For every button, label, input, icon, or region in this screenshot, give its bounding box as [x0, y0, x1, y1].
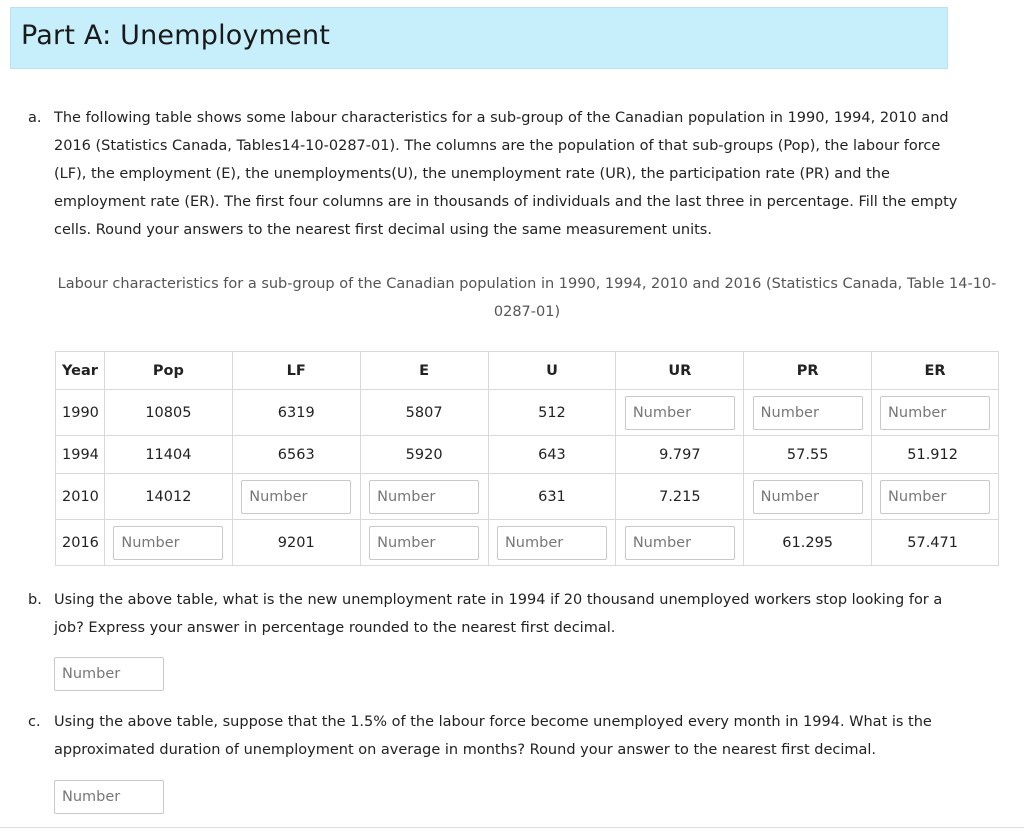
cell-lf: 6319 [232, 390, 360, 436]
header-ur: UR [616, 352, 744, 390]
answer-b-input[interactable] [54, 657, 164, 691]
cell-e: 5807 [360, 390, 488, 436]
table-header-row [56, 352, 999, 390]
cell-er: 57.471 [872, 520, 999, 566]
question-b-letter: b. [28, 592, 42, 608]
part-header [10, 7, 948, 69]
question-c [28, 708, 958, 764]
page-title: Part A: Unemployment [21, 20, 331, 51]
cell-u: 512 [488, 390, 616, 436]
u-2016-input[interactable] [497, 526, 607, 560]
cell-pr: 57.55 [744, 436, 872, 474]
lf-2010-input[interactable] [241, 480, 351, 514]
cell-lf: 6563 [232, 436, 360, 474]
cell-er [872, 390, 999, 436]
cell-lf: 9201 [232, 520, 360, 566]
cell-u: 643 [488, 436, 616, 474]
cell-ur [616, 390, 744, 436]
cell-pop: 10805 [104, 390, 232, 436]
ur-1990-input[interactable] [625, 396, 735, 430]
labour-table [55, 351, 999, 566]
cell-pop: 11404 [104, 436, 232, 474]
cell-u [488, 520, 616, 566]
header-year: Year [56, 352, 105, 390]
pr-1990-input[interactable] [753, 396, 863, 430]
header-pr: PR [744, 352, 872, 390]
cell-e [360, 520, 488, 566]
question-c-text: Using the above table, suppose that the 1.5% of the labour force become unemployed every month in 1994. What is the approximated duration of unemployment on average in months? Round your answer to the nearest first decimal. [54, 714, 932, 758]
bottom-divider [0, 827, 1024, 828]
cell-year: 2010 [56, 474, 105, 520]
cell-ur: 7.215 [616, 474, 744, 520]
table-row-2010 [56, 474, 999, 520]
cell-u: 631 [488, 474, 616, 520]
table-row-1990 [56, 390, 999, 436]
cell-ur: 9.797 [616, 436, 744, 474]
er-1990-input[interactable] [880, 396, 990, 430]
table-row-2016 [56, 520, 999, 566]
table-row-1994 [56, 436, 999, 474]
answer-c-input[interactable] [54, 780, 164, 814]
pr-2010-input[interactable] [753, 480, 863, 514]
er-2010-input[interactable] [880, 480, 990, 514]
cell-ur [616, 520, 744, 566]
pop-2016-input[interactable] [113, 526, 223, 560]
question-a [28, 104, 958, 244]
question-a-letter: a. [28, 110, 42, 126]
cell-pr [744, 474, 872, 520]
cell-e: 5920 [360, 436, 488, 474]
e-2016-input[interactable] [369, 526, 479, 560]
cell-lf [232, 474, 360, 520]
table-caption: Labour characteristics for a sub-group of the Canadian population in 1990, 1994, 2010 and 2016 (Statistics Canada, Table 14-10-0287-01) [57, 276, 997, 320]
cell-year: 1990 [56, 390, 105, 436]
cell-year: 1994 [56, 436, 105, 474]
header-er: ER [872, 352, 999, 390]
cell-pop [104, 520, 232, 566]
question-b [28, 586, 958, 642]
ur-2016-input[interactable] [625, 526, 735, 560]
header-lf: LF [232, 352, 360, 390]
header-e: E [360, 352, 488, 390]
cell-pr [744, 390, 872, 436]
question-c-letter: c. [28, 714, 41, 730]
header-u: U [488, 352, 616, 390]
cell-pr: 61.295 [744, 520, 872, 566]
cell-er: 51.912 [872, 436, 999, 474]
question-b-text: Using the above table, what is the new unemployment rate in 1994 if 20 thousand unemployed workers stop looking for a job? Express your answer in percentage rounded to the nearest first decimal. [54, 592, 943, 636]
cell-year: 2016 [56, 520, 105, 566]
header-pop: Pop [104, 352, 232, 390]
e-2010-input[interactable] [369, 480, 479, 514]
question-a-text: The following table shows some labour characteristics for a sub-group of the Canadian population in 1990, 1994, 2010 and 2016 (Statistics Canada, Tables14-10-0287-01). The columns are the population of that sub-groups (Pop), the labour force (LF), the employment (E), the unemployments(U), the unemployment rate (UR), the participation rate (PR) and the employment rate (ER). The first four columns are in thousands of individuals and the last three in percentage. Fill the empty cells. Round your answers to the nearest first decimal using the same measurement units. [54, 110, 958, 238]
cell-er [872, 474, 999, 520]
cell-pop: 14012 [104, 474, 232, 520]
cell-e [360, 474, 488, 520]
